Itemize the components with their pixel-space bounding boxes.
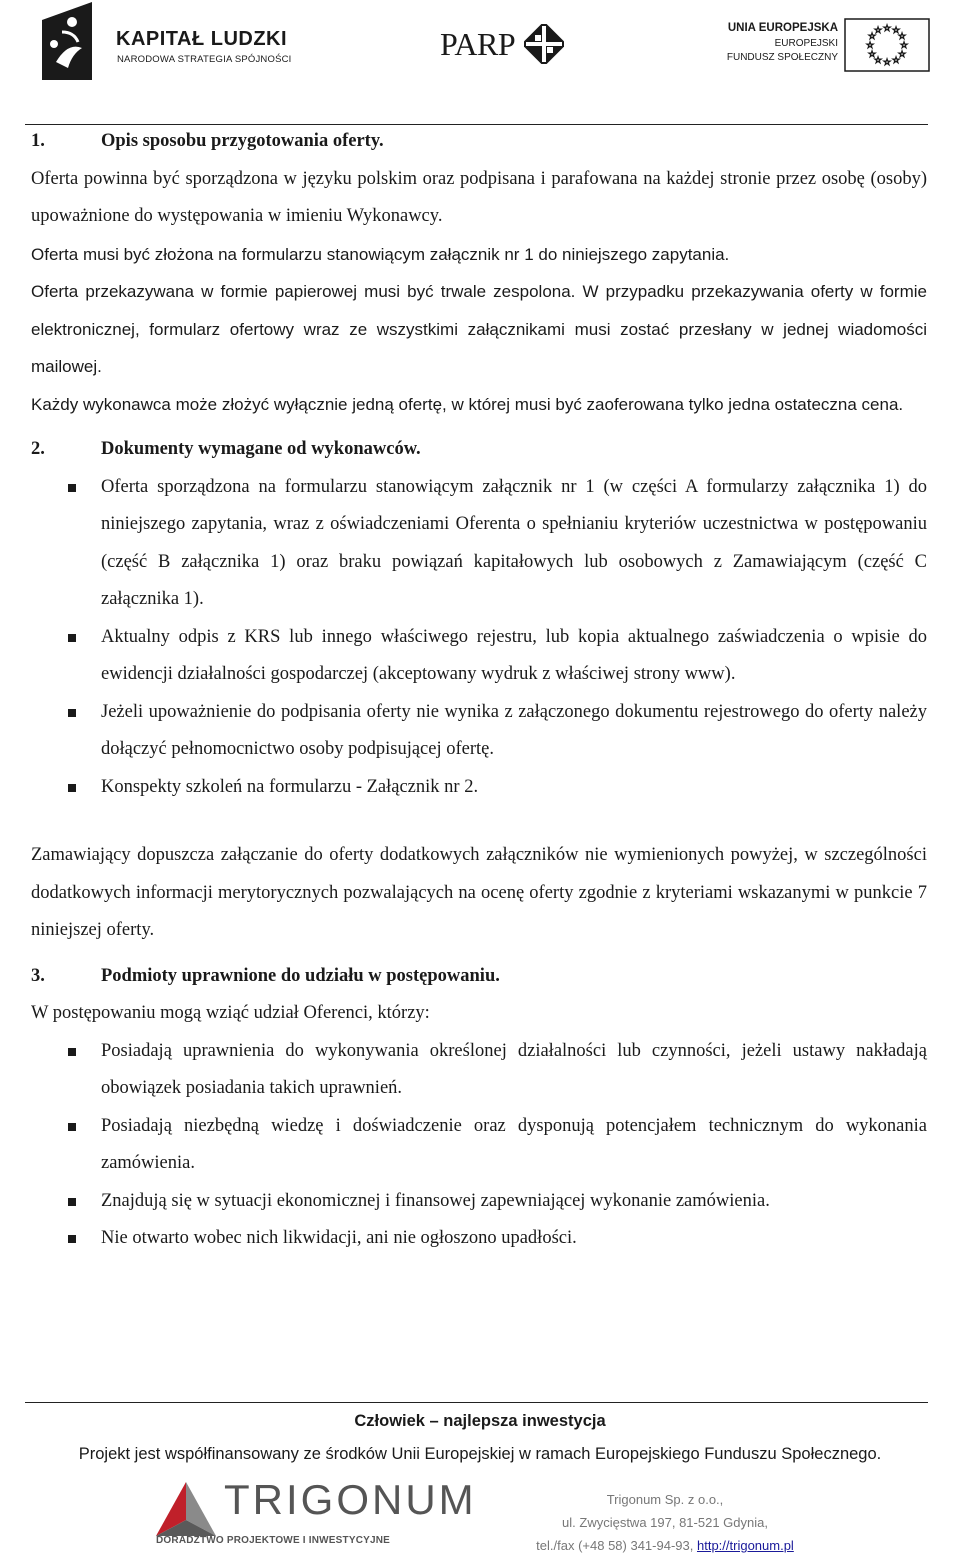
section-title: Podmioty uprawnione do udziału w postępowaniu. (101, 965, 500, 986)
list-item-text: Aktualny odpis z KRS lub innego właściwego rejestru, lub kopia aktualnego zaświadczenia o wpisie do ewidencji działalności gospodarczej (akceptowany wydruk z właściwej strony www). (101, 626, 927, 684)
kapital-ludzki-subtitle: NARODOWA STRATEGIA SPÓJNOŚCI (117, 54, 292, 65)
company-phone-line (520, 1534, 810, 1557)
paragraph: Każdy wykonawca może złożyć wyłącznie jedną ofertę, w której musi być zaoferowana tylko jedna ostateczna cena. (31, 394, 904, 414)
list-item-text: Nie otwarto wobec nich likwidacji, ani nie ogłoszono upadłości. (101, 1228, 577, 1248)
list-item (31, 619, 927, 694)
list-item (31, 694, 927, 769)
list-item-text: Konspekty szkoleń na formularzu - Załącznik nr 2. (101, 776, 479, 797)
eu-flag-icon (844, 18, 930, 72)
square-bullet-icon (68, 784, 76, 792)
eu-line-1: UNIA EUROPEJSKA (727, 22, 838, 34)
footer-divider (25, 1402, 928, 1403)
trigonum-wordmark: TRIGONUM (224, 1476, 477, 1523)
paragraph-part: Oferta przekazywana w formie papierowej musi być trwale zespolona. (31, 282, 576, 301)
parp-mark-icon (524, 24, 564, 64)
section-number: 2. (31, 439, 45, 459)
square-bullet-icon (68, 484, 76, 492)
list-item (31, 1108, 927, 1183)
required-documents-list (31, 469, 927, 807)
trigonum-tagline: DORADZTWO PROJEKTOWE I INWESTYCYJNE (156, 1535, 391, 1546)
trigonum-logo (150, 1476, 477, 1556)
section-number: 3. (31, 965, 45, 986)
company-phone: tel./fax (+48 58) 341-94-93, (536, 1538, 694, 1553)
company-name: Trigonum Sp. z o.o., (606, 1492, 724, 1507)
svg-text:☆: ☆ (873, 26, 883, 36)
section-2-heading (31, 431, 927, 469)
list-item (31, 1033, 927, 1108)
kapital-ludzki-logo (42, 2, 312, 82)
paragraph (31, 273, 927, 386)
svg-text:☆: ☆ (867, 50, 877, 60)
document-body (31, 123, 927, 1258)
list-item (31, 1220, 927, 1258)
paragraph: Oferta musi być złożona na formularzu stanowiącym załącznik nr 1 do niniejszego zapytania. (31, 244, 730, 264)
parp-logo (440, 20, 570, 68)
section-title: Opis sposobu przygotowania oferty. (101, 131, 384, 151)
list-item-text: Oferta sporządzona na formularzu stanowiącym załącznik nr 1 (w części A formularzy załącznika 1) do niniejszego zapytania, wraz z oświadczeniami Oferenta o spełnianiu kryteriów uczestnictwa w postępowaniu (część B załącznika 1) oraz braku powiązań kapitałowych lub osobowych z Zamawiającym (część C załącznika 1). (101, 476, 927, 609)
list-item (31, 1183, 927, 1221)
kapital-ludzki-title: KAPITAŁ LUDZKI (116, 28, 288, 50)
eu-logo (726, 18, 930, 72)
section-3-heading (31, 958, 927, 996)
list-item-text: Jeżeli upoważnienie do podpisania oferty nie wynika z załączonego dokumentu rejestrowego do oferty należy dołączyć pełnomocnictwo osoby podpisującej ofertę. (101, 701, 927, 759)
list-item-text: Posiadają niezbędną wiedzę i doświadczenie oraz dysponują potencjałem technicznym do wykonania zamówienia. (101, 1115, 927, 1173)
eu-line-3: FUNDUSZ SPOŁECZNY (726, 52, 838, 63)
svg-text:☆: ☆ (897, 32, 907, 42)
section-number: 1. (31, 131, 45, 151)
paragraph: Oferta powinna być sporządzona w języku polskim oraz podpisana i parafowana na każdej stronie przez osobę (osoby) upoważnione do występowania w imieniu Wykonawcy. (31, 168, 927, 226)
paragraph-part: W przypadku przekazywania oferty w formie elektronicznej, formularz ofertowy wraz ze wszystkimi załącznikami musi zostać przesłany w jednej wiadomości mailowej. (31, 282, 927, 376)
square-bullet-icon (68, 1198, 76, 1206)
list-item (31, 769, 927, 807)
section-title: Dokumenty wymagane od wykonawców. (101, 439, 421, 459)
company-website-link[interactable]: http://trigonum.pl (696, 1538, 794, 1553)
list-item-text: Posiadają uprawnienia do wykonywania określonej działalności lub czynności, jeżeli ustawy nakładają obowiązek posiadania takich uprawnień. (101, 1040, 927, 1098)
kapital-ludzki-emblem-icon (42, 2, 110, 80)
trigonum-triangle-icon (154, 1480, 218, 1538)
list-item-text: Znajdują się w sytuacji ekonomicznej i finansowej zapewniającej wykonanie zamówienia. (101, 1190, 770, 1211)
square-bullet-icon (68, 1048, 76, 1056)
square-bullet-icon (68, 1123, 76, 1131)
page-header (0, 0, 960, 100)
svg-text:☆: ☆ (899, 41, 909, 51)
paragraph: W postępowaniu mogą wziąć udział Oferenci, którzy: (31, 1003, 430, 1023)
list-item (31, 469, 927, 619)
svg-text:☆: ☆ (873, 56, 883, 66)
eu-line-2: EUROPEJSKI (774, 38, 838, 49)
svg-text:☆: ☆ (882, 58, 892, 68)
square-bullet-icon (68, 709, 76, 717)
svg-text:☆: ☆ (891, 26, 901, 36)
svg-text:☆: ☆ (867, 32, 877, 42)
footer-funding-note: Projekt jest współfinansowany ze środków Unii Europejskiej w ramach Europejskiego Funduszu Społecznego. (78, 1445, 882, 1463)
eligible-entities-list (31, 1033, 927, 1258)
company-address: ul. Zwycięstwa 197, 81-521 Gdynia, (562, 1515, 768, 1530)
svg-text:☆: ☆ (882, 24, 892, 34)
svg-text:☆: ☆ (891, 56, 901, 66)
square-bullet-icon (68, 634, 76, 642)
svg-text:☆: ☆ (897, 50, 907, 60)
footer-tagline: Człowiek – najlepsza inwestycja (354, 1412, 606, 1430)
paragraph: Zamawiający dopuszcza załączanie do oferty dodatkowych załączników nie wymienionych powyżej, w szczególności dodatkowych informacji merytorycznych pozwalających na ocenę oferty zgodnie z kryteriami wskazanymi w punkcie 7 niniejszej oferty. (31, 845, 927, 940)
svg-text:☆: ☆ (865, 41, 875, 51)
parp-wordmark: PARP (440, 26, 516, 62)
company-contact (520, 1488, 810, 1557)
square-bullet-icon (68, 1235, 76, 1243)
section-1-heading (31, 123, 927, 161)
